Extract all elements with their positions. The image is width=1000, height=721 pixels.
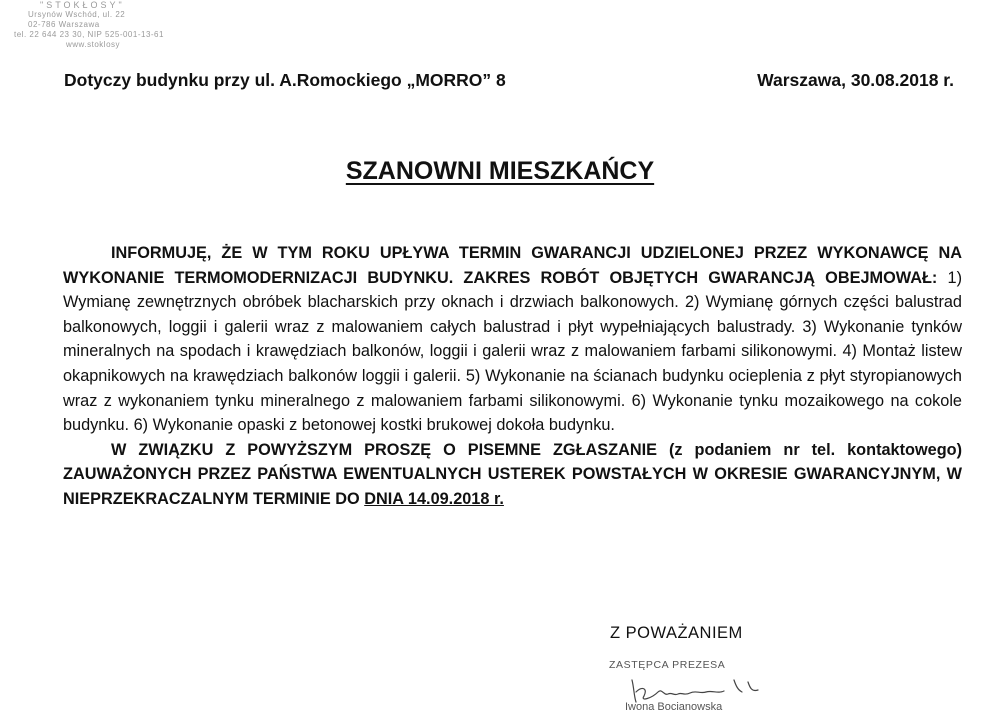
stamp-line: www.stoklosy bbox=[66, 40, 121, 49]
request-text-c: ZAUWAŻONYCH PRZEZ PAŃSTWA EWENTUALNYCH USTEREK POWSTAŁYCH W OKRESIE GWARANCYJNYM, W NIEPRZEKRACZALNYM TERMINIE DO bbox=[63, 465, 962, 508]
signatory-name: Iwona Bocianowska bbox=[625, 701, 723, 713]
request-text-b: (z podaniem nr tel. kontaktowego) bbox=[668, 440, 963, 459]
deadline-date: DNIA 14.09.2018 r. bbox=[364, 489, 504, 508]
letter-place-date: Warszawa, 30.08.2018 r. bbox=[757, 70, 954, 90]
greeting-text: SZANOWNI MIESZKAŃCY bbox=[345, 157, 655, 185]
stamp-line: tel. 22 644 23 30, NIP 525-001-13-61 bbox=[14, 30, 164, 39]
company-stamp bbox=[6, 0, 216, 50]
signatory-title: ZASTĘPCA PREZESA bbox=[609, 659, 726, 671]
request-text-a: W ZWIĄZKU Z POWYŻSZYM PROSZĘ O PISEMNE ZGŁASZANIE bbox=[111, 440, 657, 459]
letter-greeting bbox=[0, 157, 1000, 186]
paragraph-warranty-scope bbox=[63, 241, 962, 438]
paragraph-request bbox=[63, 438, 962, 512]
stamp-line: "STOKŁOSY" bbox=[40, 0, 125, 10]
letter-body bbox=[63, 241, 962, 512]
closing-salutation: Z POWAŻANIEM bbox=[610, 624, 743, 642]
stamp-line: 02-786 Warszawa bbox=[28, 20, 100, 29]
letter-subject: Dotyczy budynku przy ul. A.Romockiego „MORRO” 8 bbox=[64, 70, 506, 90]
warranty-intro: INFORMUJĘ, ŻE W TYM ROKU UPŁYWA TERMIN GWARANCJI UDZIELONEJ PRZEZ WYKONAWCĘ NA WYKONANIE TERMOMODERNIZACJI BUDYNKU. ZAKRES ROBÓT OBJĘTYCH GWARANCJĄ OBEJMOWAŁ: bbox=[63, 244, 962, 287]
warranty-details: 1) Wymianę zewnętrznych obróbek blacharskich przy oknach i drzwiach balkonowych. 2) Wymianę górnych części balustrad balkonowych, loggii i galerii wraz z malowaniem całych balustrad i płyt wypełniających balustrady. 3) Wykonanie tynków mineralnych na spodach i krawędziach balkonów, loggii i galerii wraz z malowaniem farbami silikonowymi. 4) Montaż listew okapnikowych na krawędziach balkonów loggii i galerii. 5) Wykonanie na ścianach budynku ocieplenia z płyt styropianowych wraz z wykonaniem tynku mineralnego z malowaniem farbami silikonowymi. 6) Wykonanie tynku mozaikowego na cokole budynku. 6) Wykonanie opaski z betonowej kostki brukowej dokoła budynku. bbox=[63, 268, 962, 435]
stamp-line: Ursynów Wschód, ul. 22 bbox=[28, 10, 126, 19]
